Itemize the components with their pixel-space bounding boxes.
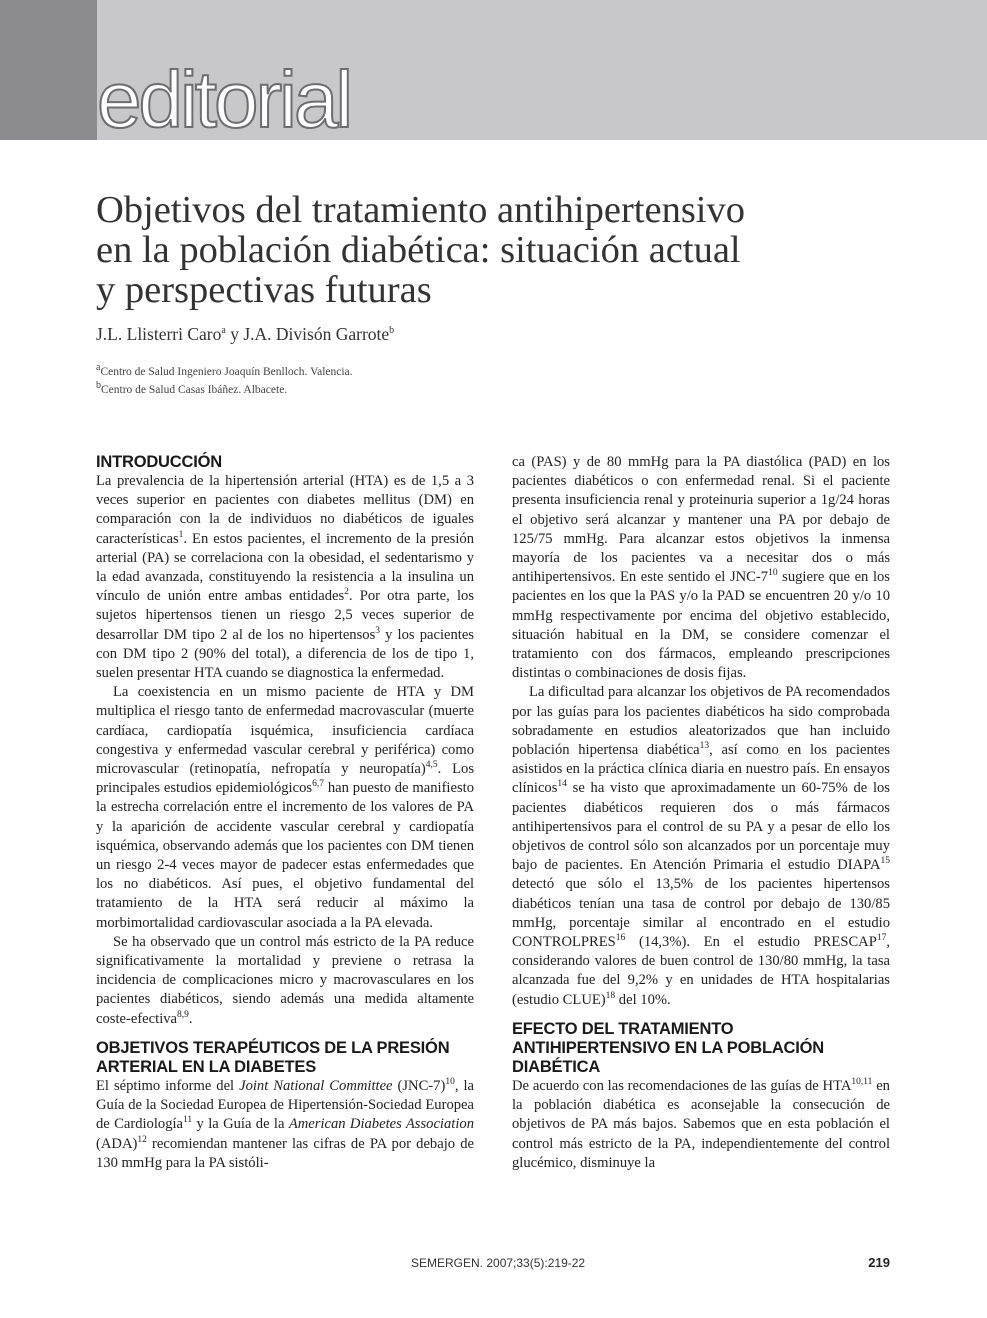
article-title — [96, 190, 856, 310]
affiliation — [96, 379, 353, 397]
section-heading-intro: INTRODUCCIÓN — [96, 453, 222, 471]
author-conjunction: y — [225, 324, 244, 344]
title-line: en la población diabética: situación actual — [96, 229, 741, 271]
author-name: J.L. Llisterri Caro — [96, 324, 222, 344]
section-heading-efecto: EFECTO DEL TRATAMIENTO ANTIHIPERTENSIVO EN LA POBLACIÓN DIABÉTICA — [512, 1019, 825, 1076]
paragraph: De acuerdo con las recomendaciones de las guías de HTA$^{10,11}$ en la población diabética es aconsejable la consecución de objetivos de PA más bajos. Sabemos que en esta población el control más estricto de la PA, independientemente del control glucémico, disminuye la — [512, 1077, 890, 1171]
column-right — [512, 453, 890, 1173]
affiliation-sup: b — [96, 379, 101, 391]
page-number: 219 — [868, 1255, 890, 1270]
section-label: editorial — [97, 55, 351, 144]
affiliation-text: Centro de Salud Ingeniero Joaquín Benlloch. Valencia. — [100, 365, 353, 378]
author-sup: b — [389, 325, 395, 337]
section-heading-objetivos: OBJETIVOS TERAPÉUTICOS DE LA PRESIÓN ARTERIAL EN LA DIABETES — [96, 1038, 450, 1076]
affiliations — [96, 361, 353, 397]
affiliation — [96, 361, 353, 379]
paragraph: La prevalencia de la hipertensión arterial (HTA) es de 1,5 a 3 veces superior en pacientes con diabetes mellitus (DM) en comparación con la de individuos no diabéticos de iguales características$^1$. En estos pacientes, el incremento de la presión arterial (PA) se correlaciona con la obesidad, el sedentarismo y la edad avanzada, constituyendo la resistencia a la insulina un vínculo de unión entre ambas entidades$^2$. Por otra parte, los sujetos hipertensos tienen un riesgo 2,5 veces superior de desarrollar DM tipo 2 al de los no hipertensos$^3$ y los pacientes con DM tipo 2 (90% del total), a diferencia de los de tipo 1, suelen presentar HTA cuando se diagnostica la enfermedad. — [96, 473, 474, 682]
paragraph: ca (PAS) y de 80 mmHg para la PA diastólica (PAD) en los pacientes diabéticos o con enfermedad renal. Si el paciente presenta insuficiencia renal y proteinuria superior a 1g/24 horas el objetivo será alcanzar y mantener una PA por debajo de 125/75 mmHg. Para alcanzar estos objetivos la inmensa mayoría de los pacientes va a necesitar dos o más antihipertensivos. En este sentido el JNC-$7^{10}$ sugiere que en los pacientes en los que la PAS y/o la PAD se encuentren 20 y/o 10 mmHg respectivamente por encima del objetivo establecido, situación habitual en la DM, se considere comenzar el tratamiento con dos fármacos, empleando prescripciones distintas o combinaciones de dosis fijas. — [512, 454, 890, 682]
column-left — [96, 453, 474, 1173]
paragraph: Se ha observado que un control más estricto de la PA reduce significativamente la mortalidad y previene o retrasa la incidencia de complicaciones micro y macrovasculares en los pacientes diabéticos, siendo además una medida altamente coste-efectiva$^{8,9}$. — [96, 933, 474, 1027]
title-line: y perspectivas futuras — [96, 269, 432, 311]
header-band-dark — [0, 0, 97, 140]
author-name: J.A. Divisón Garrote — [243, 324, 390, 344]
author-sup: a — [221, 325, 226, 337]
title-line: Objetivos del tratamiento antihipertensivo — [96, 189, 745, 231]
author-list — [96, 324, 394, 345]
affiliation-sup: a — [96, 362, 101, 373]
paragraph: El séptimo informe del Joint National Committee $(JNC-7)^{10}$, la Guía de la Sociedad Europea de Hipertensión-Sociedad Europea de Cardiología$^{11}$ y la Guía de la American Diabetes Association (ADA)$^{12}$ recomiendan mantener las cifras de PA por debajo de 130 mmHg para la PA sistóli- — [96, 1077, 474, 1171]
journal-citation: SEMERGEN. 2007;33(5):219-22 — [411, 1256, 586, 1270]
paragraph: La coexistencia en un mismo paciente de HTA y DM multiplica el riesgo tanto de enfermedad macrovascular (muerte cardíaca, cardiopatía isquémica, insuficiencia cardíaca congestiva y enfermedad vascular cerebral y periférica) como microvascular (retinopatía, nefropatía y neuropatía)$^{4,5}$. Los principales estudios epidemiológicos$^{6,7}$ han puesto de manifiesto la estrecha correlación entre el incremento de los valores de PA y la aparición de accidente vascular cerebral y cardiopatía isquémica, observando además que los pacientes con DM tienen un riesgo 2-4 veces mayor de padecer estas enfermedades que los no diabéticos. Así pues, el objetivo fundamental del tratamiento de la HTA será reducir al máximo la morbimortalidad cardiovascular asociada a la PA elevada. — [96, 684, 475, 931]
paragraph: La dificultad para alcanzar los objetivos de PA recomendados por las guías para los pacientes diabéticos ha sido comprobada sobradamente en estudios aleatorizados que han incluido población hipertensa diabética$^{13}$, así como en los pacientes asistidos en la práctica clínica diaria en nuestro país. En ensayos clínicos$^{14}$ se ha visto que aproximadamente un 60-75% de los pacientes diabéticos requieren dos o más fármacos antihipertensivos para el control de su PA y a pesar de ello los objetivos de control sólo son alcanzados por un porcentaje muy bajo de pacientes. En Atención Primaria el estudio DIAPA$^{15}$ detectó que sólo el 13,5% de los pacientes hipertensos diabéticos tenían una tasa de control por debajo de 130/85 mmHg, porcentaje similar al encontrado en el estudio CONTROLPRES$^{16}$ (14,3%). En el estudio PRESCAP$^{17}$, considerando valores de buen control de 130/80 mmHg, la tasa alcanzada fue del 9,2% y en unidades de HTA hospitalarias (estudio CLUE)$^{18}$ del 10%. — [512, 684, 891, 1008]
affiliation-text: Centro de Salud Casas Ibáñez. Albacete. — [101, 383, 288, 396]
